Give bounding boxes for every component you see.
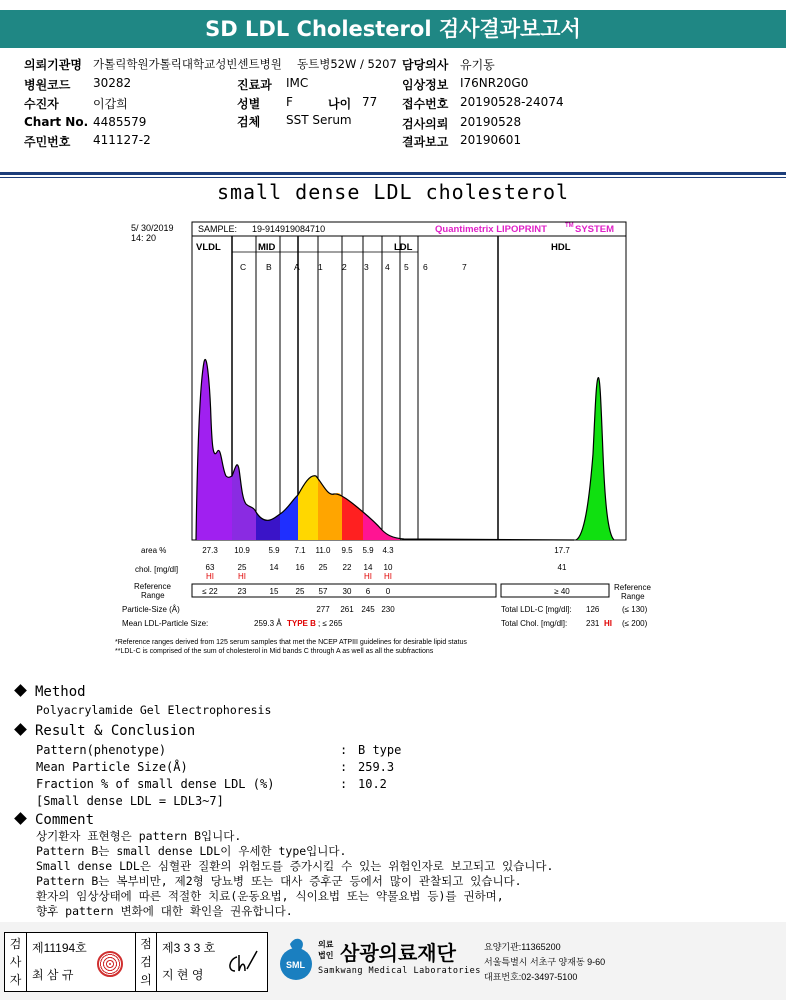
- section-title: small dense LDL cholesterol: [216, 180, 570, 204]
- clinical-value: I76NR20G0: [460, 76, 529, 90]
- logo-text: SML: [286, 960, 305, 970]
- patient-label: 수진자: [24, 97, 59, 111]
- comment-line: 향후 pattern 변화에 대한 확인을 권유합니다.: [36, 904, 293, 918]
- signature-box: [4, 932, 268, 992]
- total-ldl-value: 126: [586, 605, 600, 614]
- signature-icon: [223, 947, 263, 977]
- ssn-label: 주민번호: [24, 135, 71, 149]
- band-label: 2: [342, 262, 347, 272]
- plot-frame: [192, 222, 626, 540]
- row-area-label: area %: [141, 546, 167, 555]
- band-label: A: [294, 262, 300, 272]
- result-row-value: 259.3: [358, 760, 395, 774]
- receipt-label: 접수번호: [402, 97, 449, 111]
- examiner-label: 검사자: [5, 933, 27, 991]
- receipt-value: 20190528-24074: [460, 95, 564, 109]
- result-row-colon: :: [340, 743, 348, 757]
- examiner-no: 제11194호: [32, 941, 87, 955]
- comment-section: [16, 812, 553, 919]
- examiner-name: 최 삼 규: [32, 968, 74, 982]
- result-row: [36, 759, 395, 776]
- total-chol-ref: (≤ 200): [622, 619, 648, 628]
- particle-label: Particle-Size (Å): [122, 605, 180, 614]
- chol-flag: HI: [206, 572, 214, 581]
- result-row-value: 10.2: [358, 777, 387, 791]
- result-row-label: Mean Particle Size(Å): [36, 760, 188, 774]
- result-section: [16, 723, 402, 810]
- result-row: [36, 776, 387, 793]
- area-value: 11.0: [315, 546, 331, 555]
- chol-value: 16: [295, 563, 305, 572]
- band-label: 7: [462, 262, 467, 272]
- area-value: 7.1: [294, 546, 306, 555]
- footnote-1: *Reference ranges derived from 125 serum samples that met the NCEP ATPIII guidelines for desirable lipid status: [115, 639, 467, 646]
- result-row: [36, 742, 402, 759]
- area-value: 5.9: [268, 546, 280, 555]
- row-ref-label-1: Reference: [134, 582, 171, 591]
- band-label: 6: [423, 262, 428, 272]
- sample-label: SAMPLE:: [198, 224, 238, 234]
- table-values: [202, 546, 570, 614]
- mean-ref: ; ≤ 265: [318, 619, 343, 628]
- group-label: LDL: [394, 242, 413, 253]
- method-section: [16, 684, 271, 717]
- curve-segment: [342, 496, 363, 540]
- band-label: 5: [404, 262, 409, 272]
- particle-value: 230: [381, 605, 395, 614]
- org-code: 요양기관:11365200: [484, 942, 561, 952]
- total-ldl-label: Total LDL-C [mg/dl]:: [501, 605, 572, 614]
- physician-label: 담당의사: [402, 58, 449, 72]
- mean-value: 259.3 Å: [254, 619, 282, 628]
- electropherogram-curves: [196, 359, 614, 540]
- request-label: 검사의뢰: [402, 117, 449, 131]
- comment-line: 상기환자 표현형은 pattern B입니다.: [36, 829, 242, 843]
- band-label: C: [240, 262, 247, 272]
- ref-value: 0: [385, 587, 391, 596]
- comment-line: Pattern B는 복부비만, 제2형 당뇨병 또는 대사 증후군 등에서 많이 관찰되고 있습니다.: [36, 874, 522, 888]
- comment-line: 환자의 임상상태에 따른 적절한 치료(운동요법, 식이요법 또는 약물요법 등)를 권하며,: [36, 889, 504, 903]
- result-row-label: Pattern(phenotype): [36, 743, 167, 757]
- chart-no-label: Chart No.: [24, 115, 89, 129]
- chart-no-value: 4485579: [93, 115, 147, 129]
- header-info: [0, 0, 786, 160]
- checker-no: 제3 3 3 호: [162, 941, 216, 955]
- institution-value: 가톨릭학원가톨릭대학교성빈센트병원: [93, 57, 282, 71]
- org-name: 삼광의료재단: [340, 941, 456, 965]
- particle-value: 261: [340, 605, 354, 614]
- area-value: 5.9: [362, 546, 374, 555]
- curve-segment: [298, 476, 318, 540]
- ref-value: 57: [318, 587, 328, 596]
- chol-value: 14: [269, 563, 279, 572]
- request-value: 20190528: [460, 115, 522, 129]
- chol-value: 25: [237, 563, 247, 572]
- chol-flag: HI: [238, 572, 246, 581]
- result-value: 20190601: [460, 133, 522, 147]
- ref-value: 30: [342, 587, 352, 596]
- result-row-colon: :: [340, 777, 348, 791]
- hospital-code-label: 병원코드: [24, 78, 71, 92]
- chol-value: 41: [557, 563, 567, 572]
- group-label: HDL: [551, 242, 571, 253]
- chol-value: 14: [363, 563, 373, 572]
- system-tm: TM: [565, 223, 574, 229]
- diamond-bullet-icon: [14, 812, 27, 825]
- result-note: [Small dense LDL = LDL3~7]: [36, 794, 224, 808]
- comment-line: Small dense LDL은 심혈관 질환의 위험도를 증가시킬 수 있는 위험인자로 보고되고 있습니다.: [36, 859, 554, 873]
- band-divider-lines: [232, 236, 498, 540]
- system-name: Quantimetrix LIPOPRINT: [435, 224, 547, 235]
- diamond-bullet-icon: [14, 723, 27, 736]
- physician-value: 유기동: [460, 58, 495, 72]
- band-label: 3: [364, 262, 369, 272]
- specimen-label: 검체: [237, 115, 261, 129]
- specimen-value: SST Serum: [286, 113, 352, 127]
- curve-segment: [280, 495, 298, 540]
- result-row-label: Fraction % of small dense LDL (%): [36, 777, 275, 791]
- report-title: SD LDL Cholesterol 검사결과보고서: [0, 10, 786, 48]
- org-tel: 대표번호:02-3497-5100: [484, 972, 578, 982]
- age-label: 나이: [328, 97, 352, 111]
- area-value: 9.5: [341, 546, 353, 555]
- chol-value: 10: [383, 563, 393, 572]
- checker-label: 점검의: [135, 933, 157, 991]
- row-chol-label: chol. [mg/dl]: [135, 565, 179, 574]
- ssn-value: 411127-2: [93, 133, 151, 147]
- divider-thick: [0, 172, 786, 175]
- area-value: 27.3: [202, 546, 218, 555]
- ref-value: ≤ 22: [202, 587, 218, 596]
- ref-right-label-1: Reference: [614, 583, 651, 592]
- band-label: 4: [385, 262, 390, 272]
- band-label: B: [266, 262, 272, 272]
- ref-value: 15: [269, 587, 279, 596]
- row-ref-label-2: Range: [141, 591, 165, 600]
- diamond-bullet-icon: [14, 684, 27, 697]
- total-chol-flag: HI: [604, 619, 612, 628]
- result-label: 결과보고: [402, 135, 449, 149]
- clinical-label: 임상정보: [402, 78, 449, 92]
- total-chol-value: 231: [586, 619, 600, 628]
- chol-value: 25: [318, 563, 328, 572]
- area-value: 17.7: [554, 546, 570, 555]
- particle-value: 245: [361, 605, 375, 614]
- total-chol-label: Total Chol. [mg/dl]:: [501, 619, 568, 628]
- group-label: MID: [258, 242, 276, 253]
- chol-value: 22: [342, 563, 352, 572]
- band-label: 1: [318, 262, 323, 272]
- comment-line: Pattern B는 small dense LDL이 우세한 type입니다.: [36, 844, 347, 858]
- curve-segment: [576, 378, 614, 540]
- sex-label: 성별: [237, 97, 261, 111]
- chart-time: 14: 20: [131, 233, 157, 243]
- lipoprint-chart: [114, 214, 660, 658]
- result-row-value: B type: [358, 743, 402, 757]
- mean-label: Mean LDL-Particle Size:: [122, 619, 209, 628]
- org-prefix-1: 의료: [318, 940, 334, 949]
- footnote-2: **LDL-C is comprised of the sum of cholesterol in Mid bands C through A as well as all the subfractions: [115, 648, 434, 655]
- dept-value: IMC: [286, 76, 309, 90]
- institution-label: 의뢰기관명: [24, 58, 82, 72]
- chol-flag: HI: [364, 572, 372, 581]
- sample-id: 19-914919084710: [252, 224, 326, 234]
- chol-flag: HI: [384, 572, 392, 581]
- ref-value: 6: [365, 587, 371, 596]
- org-address: 서울특별시 서초구 양재동 9-60: [484, 957, 606, 967]
- curve-segment: [232, 465, 256, 540]
- method-title: Method: [35, 684, 86, 700]
- result-rows: [16, 742, 402, 793]
- total-ldl-ref: (≤ 130): [622, 605, 648, 614]
- system-suffix: SYSTEM: [575, 224, 615, 235]
- checker-name: 지 현 영: [162, 968, 204, 982]
- patient-value: 이갑희: [93, 97, 128, 111]
- age-value: 77: [362, 95, 378, 109]
- sml-logo-icon: [272, 934, 320, 982]
- result-title: Result & Conclusion: [35, 723, 196, 739]
- comment-lines: [16, 829, 553, 919]
- lipoprint-chart-svg: [114, 214, 660, 658]
- examiner-seal-icon: [97, 951, 123, 977]
- divider-thin: [0, 177, 786, 178]
- area-value: 10.9: [234, 546, 250, 555]
- ward-value: 동트병52W / 5207: [297, 57, 397, 71]
- org-prefix-2: 법인: [318, 951, 334, 960]
- ref-value: 23: [237, 587, 247, 596]
- dept-label: 진료과: [237, 78, 272, 92]
- hospital-code-value: 30282: [93, 76, 132, 90]
- comment-title: Comment: [35, 812, 95, 828]
- band-labels: [240, 262, 467, 272]
- ref-value: ≥ 40: [554, 587, 570, 596]
- curve-segment: [318, 480, 342, 540]
- group-label: VLDL: [196, 242, 221, 253]
- particle-value: 277: [316, 605, 330, 614]
- area-value: 4.3: [382, 546, 394, 555]
- sex-value: F: [286, 95, 293, 109]
- chol-value: 63: [205, 563, 215, 572]
- method-text: Polyacrylamide Gel Electrophoresis: [36, 703, 272, 717]
- ref-value: 25: [295, 587, 305, 596]
- chart-date: 5/ 30/2019: [131, 223, 174, 233]
- org-english-name: Samkwang Medical Laboratories: [318, 966, 481, 976]
- mean-type: TYPE B: [287, 619, 316, 628]
- result-row-colon: :: [340, 760, 348, 774]
- group-labels: [196, 242, 571, 253]
- ref-right-label-2: Range: [621, 592, 645, 601]
